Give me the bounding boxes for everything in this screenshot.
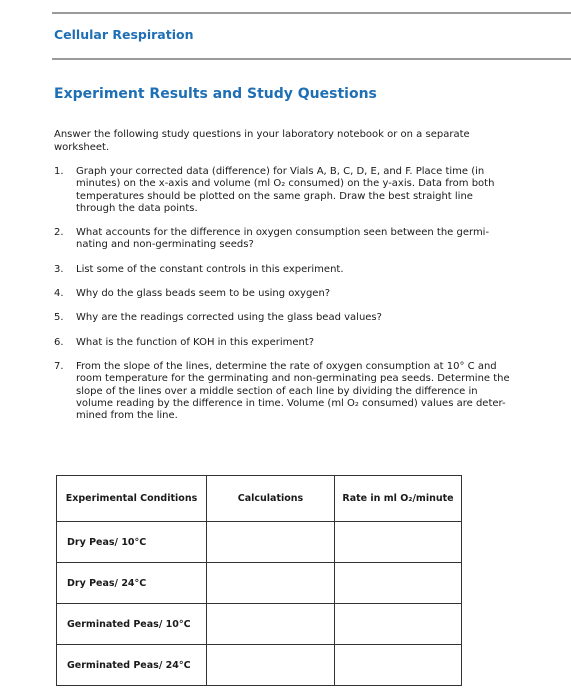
question-text: What accounts for the difference in oxygen consumption seen between the germi-nating and non-germinating seeds? xyxy=(76,227,490,251)
table-row xyxy=(57,522,462,563)
rate-cell[interactable] xyxy=(335,522,462,563)
question-text: Graph your corrected data (difference) for Vials A, B, C, D, E, and F. Place time (in minutes) on the x-axis and volume (ml O₂ consumed) on the y-axis. Data from both temperatures should be plotted on the same graph. Draw the best straight line through the data points. xyxy=(76,166,495,214)
question-number: 6. xyxy=(54,336,64,348)
calculation-cell[interactable] xyxy=(207,604,335,645)
question-item xyxy=(54,264,514,276)
header-conditions: Experimental Conditions xyxy=(57,476,207,522)
header-calculations: Calculations xyxy=(207,476,335,522)
question-number: 2. xyxy=(54,227,64,239)
question-text: Why do the glass beads seem to be using oxygen? xyxy=(76,288,331,300)
header-rate: Rate in ml O₂/minute xyxy=(335,476,462,522)
condition-cell: Dry Peas/ 10°C xyxy=(57,522,207,563)
question-item xyxy=(54,227,514,252)
instructions-text: Answer the following study questions in your laboratory notebook or on a separate worksheet. xyxy=(54,129,470,153)
calculation-cell[interactable] xyxy=(207,645,335,686)
question-number: 1. xyxy=(54,166,64,177)
top-rule xyxy=(52,12,571,14)
rate-cell[interactable] xyxy=(335,604,462,645)
question-item xyxy=(54,312,514,324)
chapter-title: Cellular Respiration xyxy=(54,27,194,42)
condition-cell: Germinated Peas/ 24°C xyxy=(57,645,207,686)
section-rule xyxy=(52,58,571,60)
question-item xyxy=(54,337,514,349)
results-table xyxy=(56,475,462,686)
question-text: From the slope of the lines, determine the rate of oxygen consumption at 10° C and room temperature for the germinating and non-germinating pea seeds. Determine the slope of the lines over a middle section of each line by dividing the difference in volume reading by the difference in time. Volume (ml O₂ consumed) values are deter-mined from the line. xyxy=(76,360,510,422)
question-number: 7. xyxy=(54,360,64,372)
study-questions-list xyxy=(54,166,514,434)
table-header-row xyxy=(57,476,462,522)
question-number: 3. xyxy=(54,263,64,275)
table-row xyxy=(57,604,462,645)
question-text: List some of the constant controls in this experiment. xyxy=(76,263,344,275)
table-row xyxy=(57,563,462,604)
condition-cell: Dry Peas/ 24°C xyxy=(57,563,207,604)
table-row xyxy=(57,645,462,686)
rate-cell[interactable] xyxy=(335,563,462,604)
question-item xyxy=(54,361,514,422)
rate-cell[interactable] xyxy=(335,645,462,686)
question-number: 5. xyxy=(54,312,64,324)
condition-cell: Germinated Peas/ 10°C xyxy=(57,604,207,645)
question-number: 4. xyxy=(54,288,64,300)
question-text: Why are the readings corrected using the glass bead values? xyxy=(76,312,382,324)
question-text: What is the function of KOH in this experiment? xyxy=(76,336,315,348)
question-item xyxy=(54,166,514,215)
question-item xyxy=(54,288,514,300)
calculation-cell[interactable] xyxy=(207,522,335,563)
section-title: Experiment Results and Study Questions xyxy=(54,86,377,102)
calculation-cell[interactable] xyxy=(207,563,335,604)
